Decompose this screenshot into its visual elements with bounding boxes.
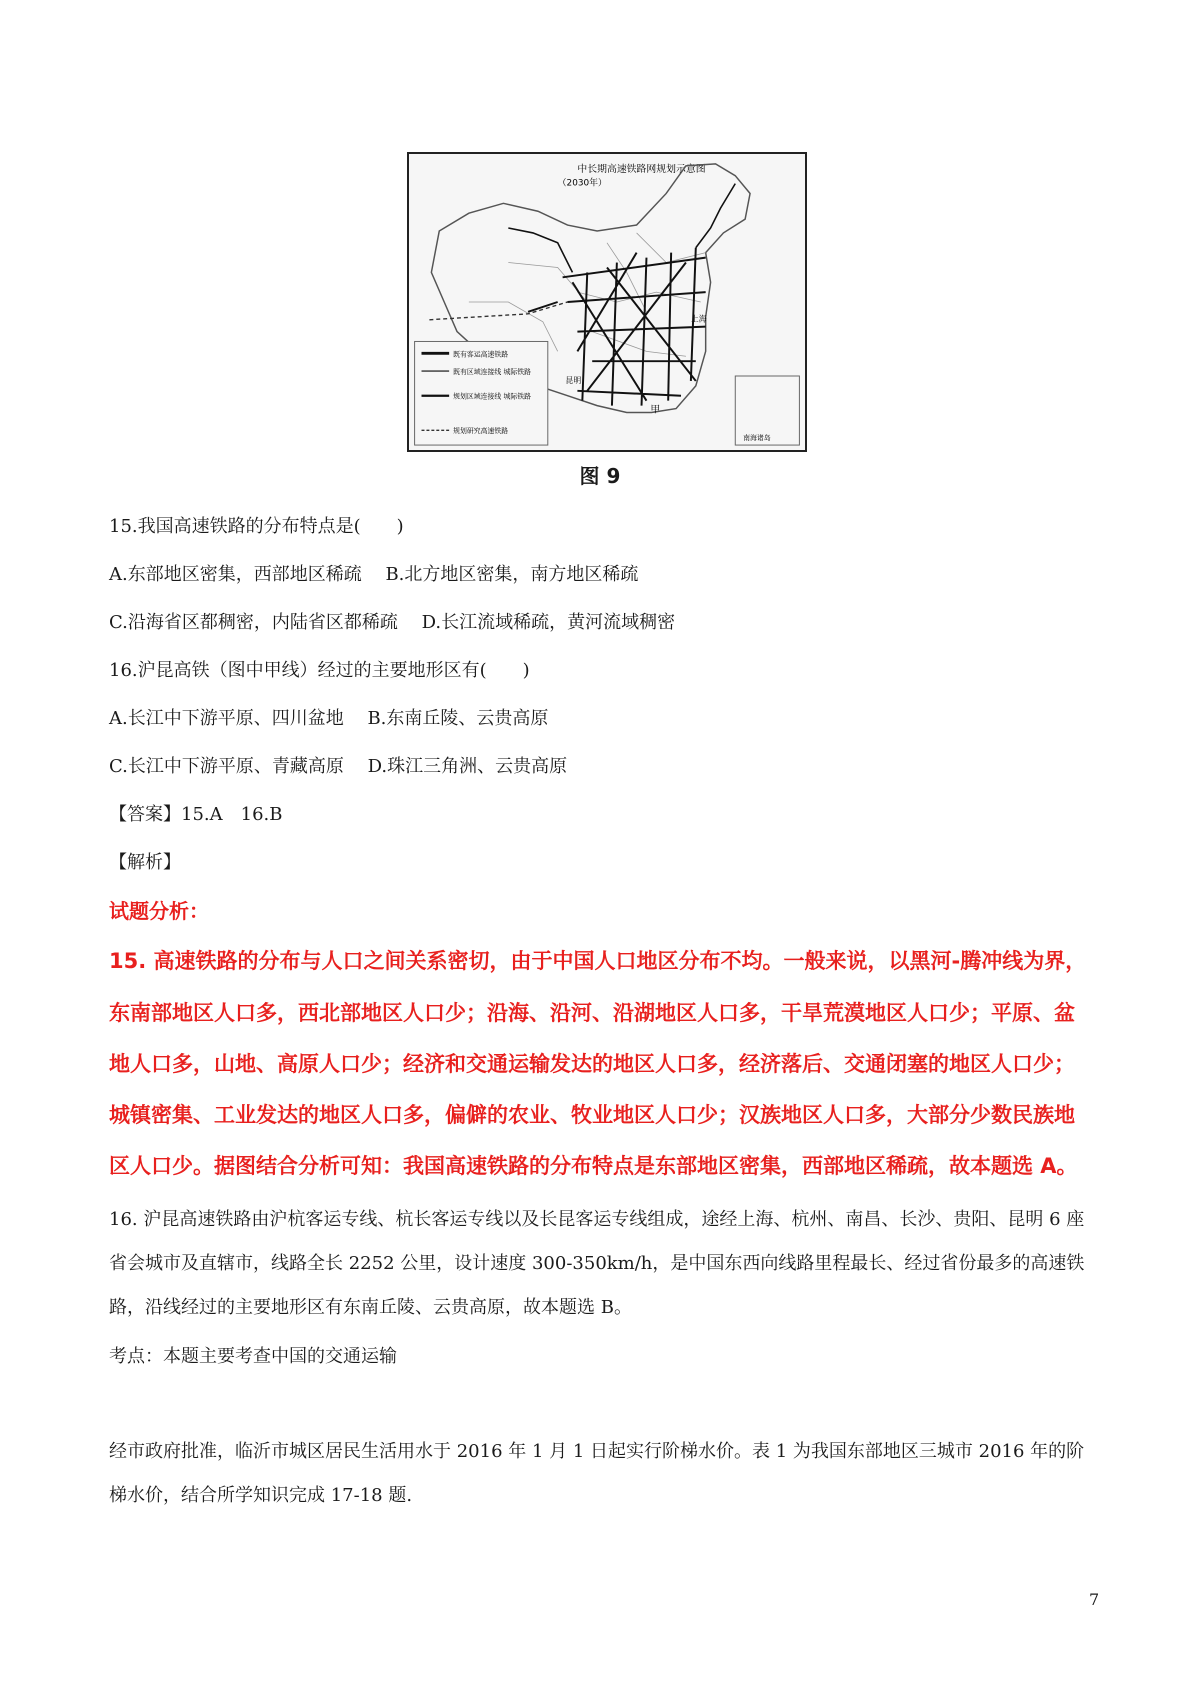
q15-stem: 15.我国高速铁路的分布特点是( ): [109, 516, 404, 537]
analysis-16: 16. 沪昆高速铁路由沪杭客运专线、杭长客运专线以及长昆客运专线组成，途经上海、杭州、南昌、长沙、贵阳、昆明 6 座省会城市及直辖市，线路全长 2252 公里，设计速度 300-350km/h，是中国东西向线路里程最长、经过省份最多的高速铁路，沿线经过的主要地形区有东南丘陵、云贵高原，故本题选 B。: [109, 1209, 1085, 1318]
q16-options-ab: A.长江中下游平原、四川盆地 B.东南丘陵、云贵高原: [109, 708, 549, 729]
legend-item-4: 规划研究高速铁路: [453, 427, 509, 436]
inset-label: 南海诸岛: [743, 434, 771, 443]
analysis-15-line: 城镇密集、工业发达的地区人口多，偏僻的农业、牧业地区人口少；汉族地区人口多，大部分少数民族地: [109, 1103, 1075, 1127]
q16-options-cd: C.长江中下游平原、青藏高原 D.珠江三角洲、云贵高原: [109, 756, 568, 777]
q16-stem: 16.沪昆高铁（图中甲线）经过的主要地形区有( ): [109, 660, 530, 681]
analysis-15-line: 东南部地区人口多，西北部地区人口少；沿海、沿河、沿湖地区人口多，干旱荒漠地区人口少；平原、盆: [109, 1001, 1075, 1025]
rail-network: [528, 248, 706, 406]
railway-map-figure: [407, 152, 807, 452]
legend-item-2: 既有区域连接线 城际铁路: [453, 368, 532, 377]
map-title: 中长期高速铁路网规划示意图: [577, 163, 706, 175]
china-railway-map: [409, 154, 805, 450]
analysis-title: 试题分析：: [109, 899, 209, 923]
analysis-15-line: 地人口多，山地、高原人口少；经济和交通运输发达的地区人口多，经济落后、交通闭塞的地区人口少；: [109, 1052, 1075, 1076]
map-year: （2030年）: [557, 178, 607, 189]
figure-caption: 图 9: [579, 464, 621, 488]
label-kunming: 昆明: [565, 375, 582, 385]
page-number: 7: [1089, 1590, 1100, 1609]
answer: 【答案】15.A 16.B: [109, 804, 283, 825]
label-shanghai: 上海: [690, 314, 707, 324]
legend-item-1: 既有客运高速铁路: [453, 350, 509, 359]
label-jia: 甲: [650, 404, 661, 416]
legend-item-3: 规划区域连接线 城际铁路: [453, 392, 532, 401]
analysis-header: 【解析】: [109, 852, 181, 873]
q15-options-ab: A.东部地区密集，西部地区稀疏 B.北方地区密集，南方地区稀疏: [109, 564, 639, 585]
q15-options-cd: C.沿海省区都稠密，内陆省区都稀疏 D.长江流域稀疏，黄河流域稠密: [109, 612, 676, 633]
analysis-15-line: 区人口少。据图结合分析可知：我国高速铁路的分布特点是东部地区密集，西部地区稀疏，故本题选 A。: [109, 1154, 1078, 1178]
kaodian: 考点：本题主要考查中国的交通运输: [109, 1346, 397, 1367]
northeast-line: [696, 184, 735, 248]
analysis-15-line: 15. 高速铁路的分布与人口之间关系密切，由于中国人口地区分布不均。一般来说，以黑河-腾冲线为界，: [109, 949, 1087, 973]
intro-paragraph: 经市政府批准，临沂市城区居民生活用水于 2016 年 1 月 1 日起实行阶梯水价。表 1 为我国东部地区三城市 2016 年的阶梯水价，结合所学知识完成 17-18 题.: [109, 1441, 1085, 1506]
